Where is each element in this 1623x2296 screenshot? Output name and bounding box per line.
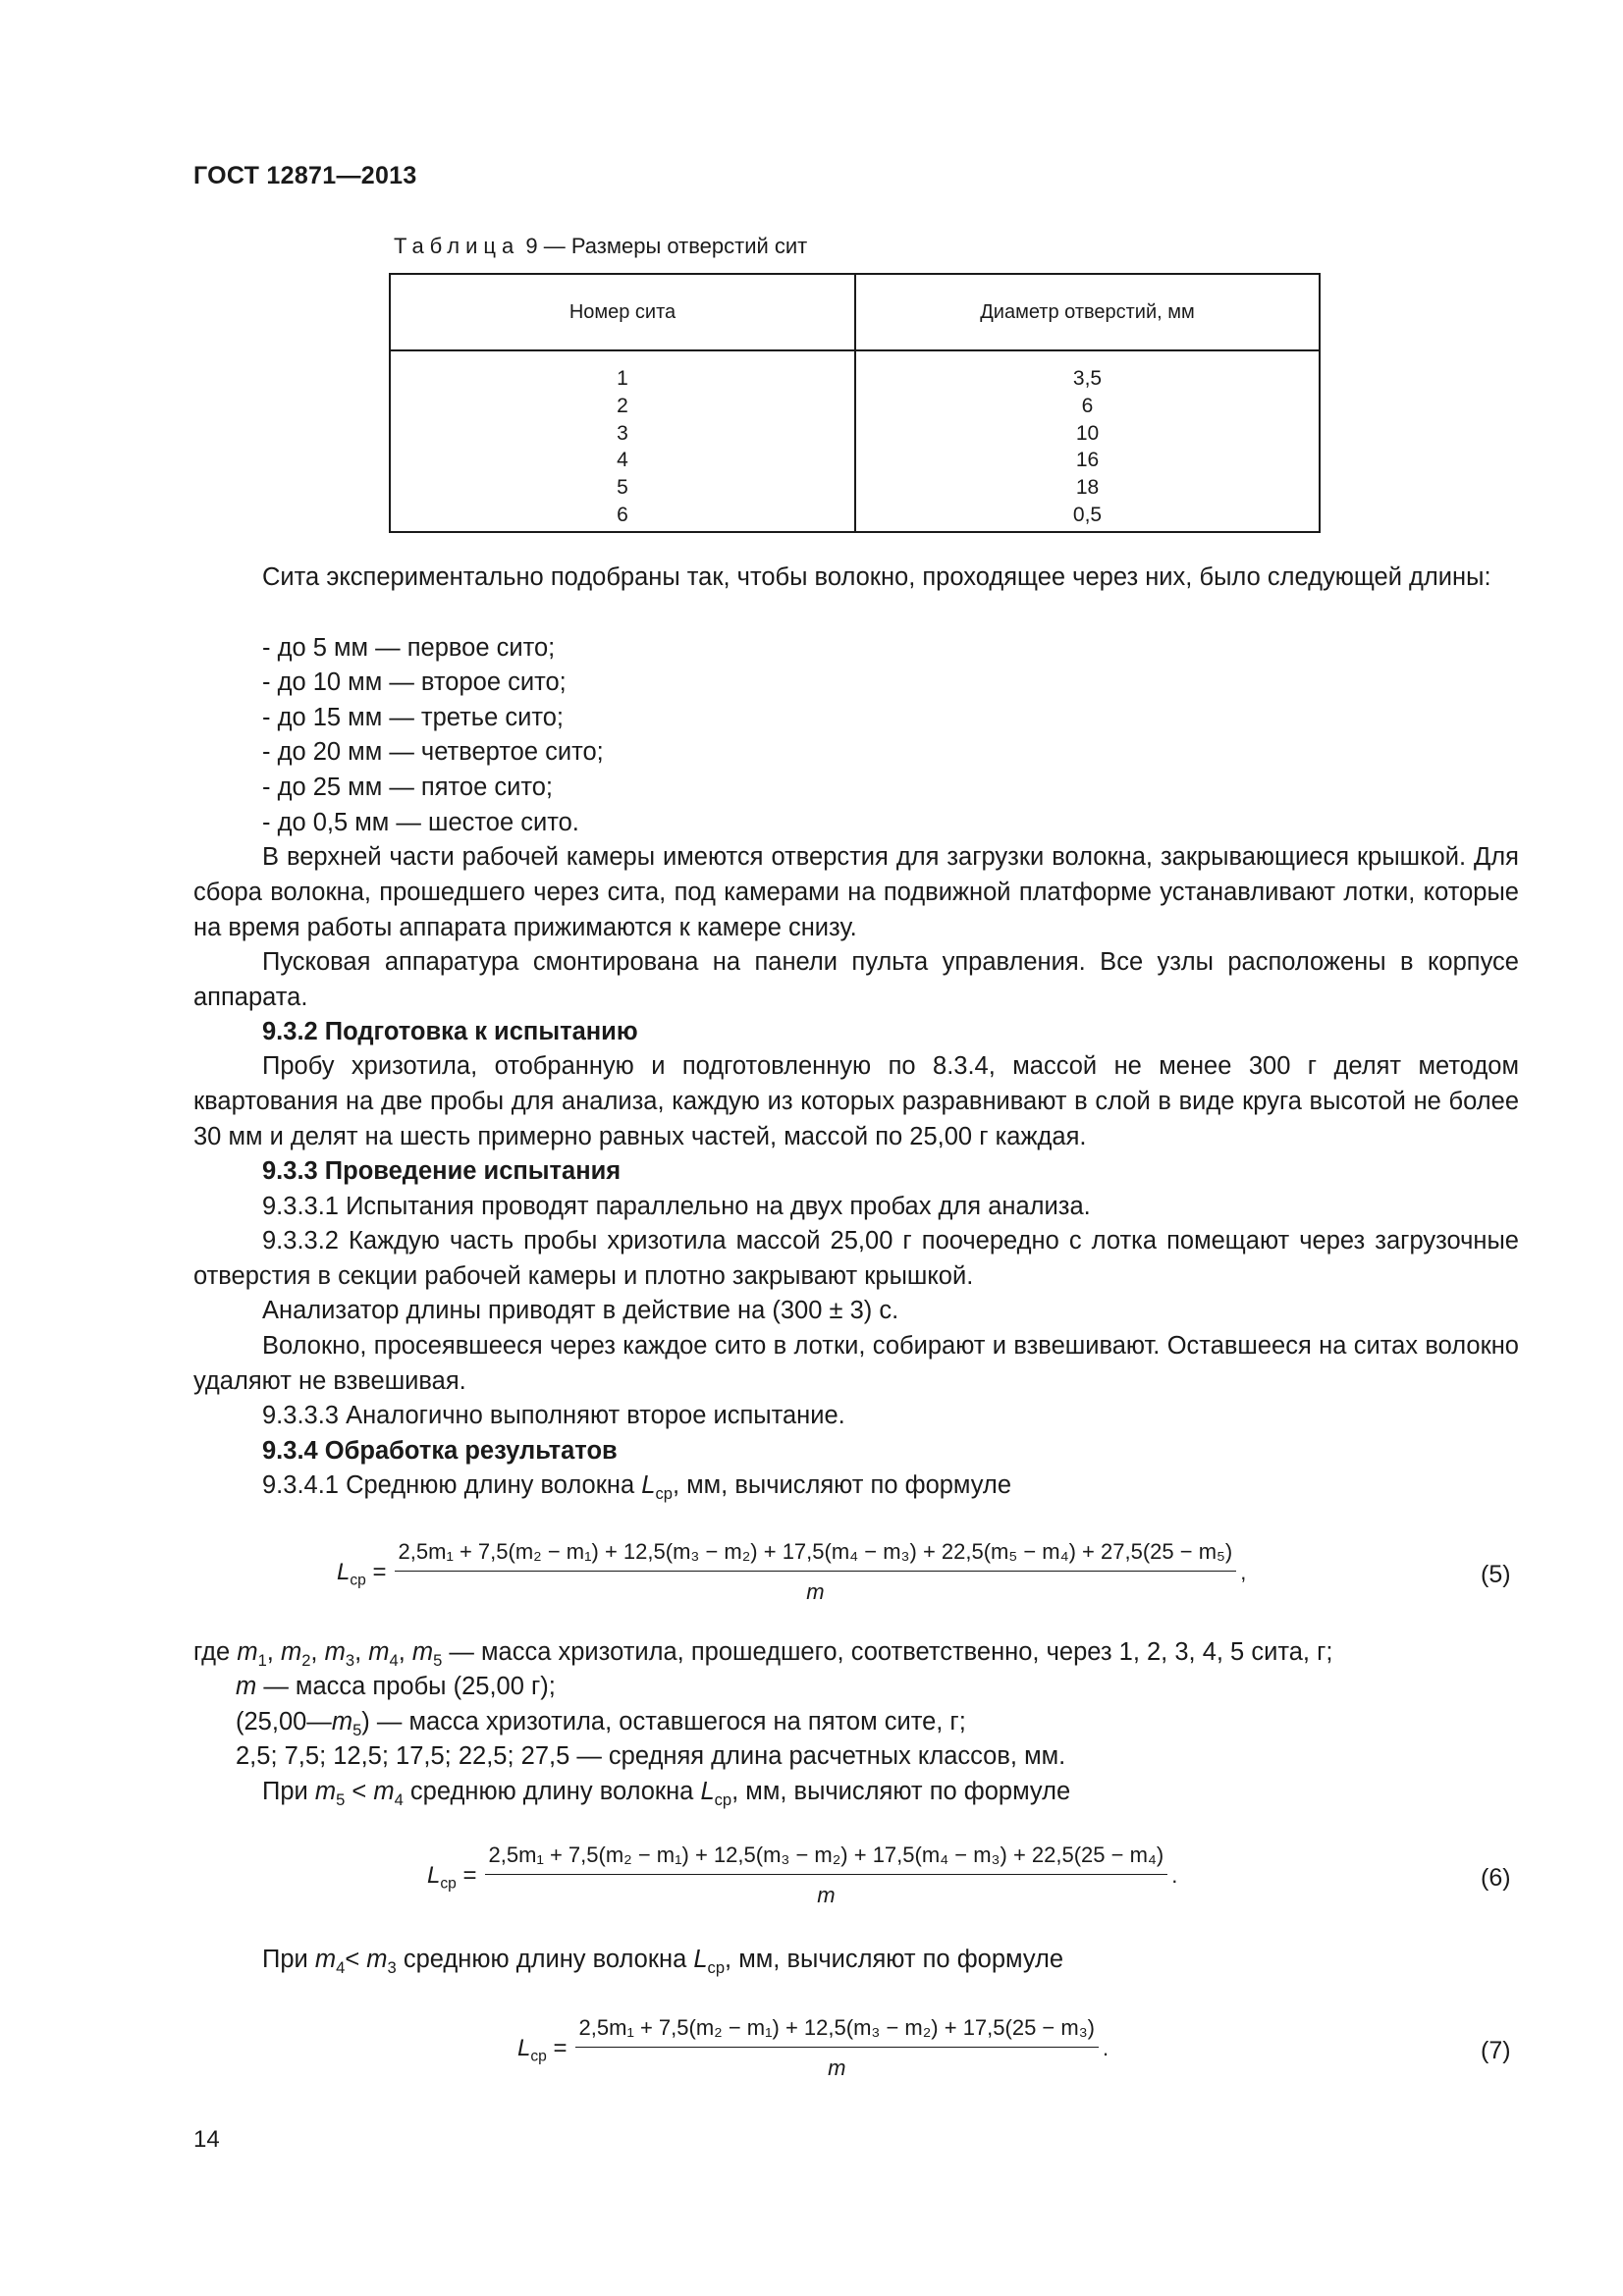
page-number: 14 bbox=[193, 2126, 220, 2153]
list-item: - до 20 мм — четвертое сито; bbox=[262, 738, 604, 766]
paragraph-analyzer-duration: Анализатор длины приводят в действие на (300 ± 3) с. bbox=[262, 1297, 899, 1324]
table-caption-word: Таблица bbox=[394, 234, 520, 258]
where-sample-mass: m — масса пробы (25,00 г); bbox=[236, 1673, 556, 1700]
equation-number-5: (5) bbox=[1481, 1561, 1511, 1588]
list-item: - до 15 мм — третье сито; bbox=[262, 704, 564, 731]
section-heading-9-3-3: 9.3.3 Проведение испытания bbox=[262, 1157, 622, 1185]
table-header-hole-diameter: Диаметр отверстий, мм bbox=[980, 301, 1195, 323]
equation-number-7: (7) bbox=[1481, 2037, 1511, 2064]
document-header: ГОСТ 12871—2013 bbox=[193, 162, 417, 189]
table-caption-title: 9 — Размеры отверстий сит bbox=[525, 234, 808, 258]
list-item: - до 10 мм — вторoе сито; bbox=[262, 668, 567, 696]
sieve-sizes-table bbox=[389, 273, 1321, 533]
list-item: - до 25 мм — пятое сито; bbox=[262, 774, 554, 801]
formula-6-numerator: 2,5m₁ + 7,5(m₂ − m₁) + 12,5(m₃ − m₂) + 17,5(m₄ − m₃) + 22,5(25 − m₄) bbox=[485, 1842, 1168, 1875]
condition-formula-7: При $m_4< m_3$ среднюю длину волокна $L_{ср}$, мм, вычисляют по формуле bbox=[262, 1946, 1064, 1977]
table-header-sieve-number: Номер сита bbox=[568, 301, 676, 323]
list-item: - до 0,5 мм — шестое сито. bbox=[262, 809, 579, 836]
paragraph-sample-preparation: Пробу хризотила, отобранную и подготовленную по 8.3.4, массой не менее 300 г делят методом квартования на две пробы для анализа, каждую из которых разравнивают в слой в виде круга высотой не более 30 мм и делят на шесть примерно равных частей, массой по 25,00 г каждая. bbox=[193, 1052, 1519, 1150]
formula-7: $L_{ср}$ = $\frac{\text{2,5m₁ + 7,5(m₂ − m₁) + 12,5(m₃ − m₂) + 17,5(25 − m₃)}}{m}$ . bbox=[517, 2015, 1109, 2080]
paragraph-chamber-description: В верхней части рабочей камеры имеются отверстия для загрузки волокна, закрывающиеся крышкой. Для сбора волокна, прошедшего через сита, под камерами на подвижной платформе устанавливают лотки, которые на время работы аппарата прижимаются к камере снизу. bbox=[193, 843, 1519, 941]
where-class-lengths: 2,5; 7,5; 12,5; 17,5; 22,5; 27,5 — средняя длина расчетных классов, мм. bbox=[236, 1742, 1066, 1770]
formula-5: $L_{ср}$ = 2,5m₁ + 7,5(m₂ − m₁) + 12,5(m₃ − m₂) + 17,5(m₄ − m₃) + 22,5(m₅ − m₄) + 27,5(25 − m₅) m , bbox=[337, 1539, 1247, 1604]
condition-formula-6: При $m_5 < m_4$ среднюю длину волокна $L_{ср}$, мм, вычисляют по формуле bbox=[262, 1778, 1071, 1809]
paragraph-9-3-3-1: 9.3.3.1 Испытания проводят параллельно на двух пробах для анализа. bbox=[262, 1193, 1091, 1220]
where-masses-definition: где $m_1$, $m_2$, $m_3$, $m_4$, $m_5$ — масса хризотила, прошедшего, соответственно, через 1, 2, 3, 4, 5 сита, г; bbox=[193, 1638, 1333, 1670]
formula-7-denominator: m bbox=[828, 2056, 846, 2080]
section-heading-9-3-4: 9.3.4 Обработка результатов bbox=[262, 1437, 618, 1465]
paragraph-9-3-3-3: 9.3.3.3 Аналогично выполняют второе испытание. bbox=[262, 1402, 845, 1429]
list-item: - до 5 мм — первое сито; bbox=[262, 634, 556, 662]
formula-6-denominator: m bbox=[817, 1883, 836, 1907]
paragraph-sieves-selection: Сита экспериментально подобраны так, чтобы волокно, проходящее через них, было следующей длины: bbox=[262, 563, 1491, 591]
paragraph-weighing: Волокно, просеявшееся через каждое сито в лотки, собирают и взвешивают. Оставшееся на ситах волокно удаляют не взвешивая. bbox=[193, 1332, 1519, 1395]
formula-7-numerator: 2,5m₁ + 7,5(m₂ − m₁) + 12,5(m₃ − m₂) + 17,5(25 − m₃) bbox=[575, 2015, 1099, 2048]
equation-number-6: (6) bbox=[1481, 1864, 1511, 1892]
paragraph-9-3-3-2: 9.3.3.2 Каждую часть пробы хризотила массой 25,00 г поочередно с лотка помещают через загрузочные отверстия в секции рабочей камеры и плотно закрывают крышкой. bbox=[193, 1227, 1519, 1290]
table-column-sieve-numbers: 1 2 3 4 5 6 bbox=[617, 367, 628, 526]
formula-5-numerator: 2,5m₁ + 7,5(m₂ − m₁) + 12,5(m₃ − m₂) + 17,5(m₄ − m₃) + 22,5(m₅ − m₄) + 27,5(25 − m₅) bbox=[395, 1539, 1237, 1572]
table-column-diameters: 3,5 6 10 16 18 0,5 bbox=[1072, 367, 1103, 526]
formula-6: $L_{ср}$ = 2,5m₁ + 7,5(m₂ − m₁) + 12,5(m₃ − m₂) + 17,5(m₄ − m₃) + 22,5(25 − m₄) m . bbox=[427, 1842, 1178, 1907]
section-heading-9-3-2: 9.3.2 Подготовка к испытанию bbox=[262, 1018, 638, 1045]
table-caption bbox=[394, 234, 807, 259]
table-header-divider bbox=[391, 349, 1319, 351]
paragraph-9-3-4-1: 9.3.4.1 Среднюю длину волокна $L_{ср}$, мм, вычисляют по формуле bbox=[262, 1471, 1011, 1503]
paragraph-control-panel: Пусковая аппаратура смонтирована на панели пульта управления. Все узлы расположены в корпусе аппарата. bbox=[193, 948, 1519, 1011]
formula-5-denominator: m bbox=[806, 1579, 825, 1604]
where-remaining-mass: $(25,00—m_5)$ — масса хризотила, оставшегося на пятом сите, г; bbox=[236, 1708, 966, 1739]
